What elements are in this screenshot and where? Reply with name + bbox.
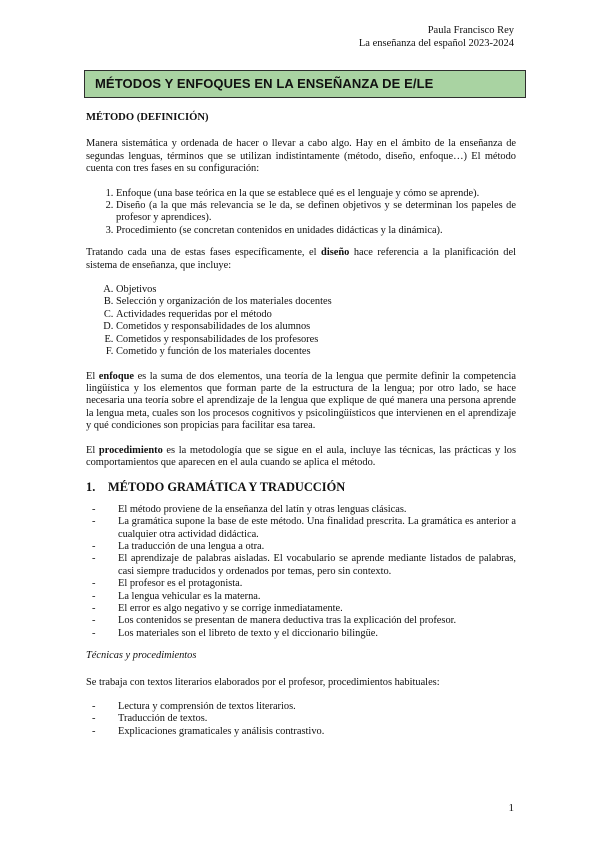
section-bullets (86, 504, 516, 640)
list-item: - Lectura y comprensión de textos literarios. (118, 701, 516, 713)
text-span: El (86, 370, 99, 382)
enfoque-term: enfoque (98, 370, 135, 382)
list-item: E. Cometidos y responsabilidades de los profesores (116, 334, 516, 346)
document-body (86, 112, 516, 748)
text-span: hace referencia a la planificación del sistema de enseñanza, que incluye: (86, 247, 516, 271)
list-item: A. Objetivos (116, 284, 516, 296)
diseno-list (86, 284, 516, 358)
header-course: La enseñanza del español 2023-2024 (358, 38, 514, 49)
list-item: C. Actividades requeridas por el método (116, 309, 516, 321)
section-number: 1. (86, 480, 96, 495)
list-item: - El profesor es el protagonista. (118, 578, 516, 590)
list-item: - La traducción de una lengua a otra. (118, 541, 516, 553)
procedimiento-term: procedimiento (98, 444, 163, 456)
tecnicas-list (86, 701, 516, 738)
text-span: es la suma de dos elementos, una teoría de la lengua que permite definir la competencia lingüística y los elementos que forman parte de la estructura de la lengua; por otro lado, se hace necesaria una teoría sobre el aprendizaje de la lengua que explique de qué manera una persona aprende la lengua meta, cuales son los procesos cognitivos y psicolingüísticos que intervienen en el aprendizaje y qué condiciones son propicias para facilitar esa tarea. (86, 370, 516, 432)
list-item: - El aprendizaje de palabras aisladas. El vocabulario se aprende mediante listados de palabras, casi siempre traducidos y ordenados por temas, pero sin contexto. (118, 553, 516, 578)
tecnicas-heading: Técnicas y procedimientos (86, 650, 197, 662)
banner-title: MÉTODOS Y ENFOQUES EN LA ENSEÑANZA DE E/LE (95, 76, 434, 91)
diseno-paragraph (86, 247, 516, 272)
list-item: 1. Enfoque (una base teórica en la que se establece qué es el lenguaje y cómo se aprende). (116, 188, 516, 200)
list-item: - Los materiales son el libreto de texto y el diccionario bilingüe. (118, 628, 516, 640)
text-span: Tratando cada una de estas fases específicamente, el (86, 247, 322, 259)
procedimiento-paragraph (86, 445, 516, 470)
enfoque-paragraph (86, 371, 516, 433)
tecnicas-intro: Se trabaja con textos literarios elaborados por el profesor, procedimientos habituales: (86, 676, 440, 688)
list-item: F. Cometido y función de los materiales docentes (116, 346, 516, 358)
metodo-intro: Manera sistemática y ordenada de hacer o llevar a cabo algo. Hay en el ámbito de la enseñanza de segundas lenguas, términos que se utilizan indistintamente (método, diseño, enfoque…) El método cuenta con tres fases en su configuración: (86, 138, 516, 175)
page-number: 1 (508, 802, 514, 814)
section-heading (86, 481, 516, 493)
text-span: es la metodología que se sigue en el aula, incluye las técnicas, las prácticas y los comportamientos que aparecen en el aula cuando se aplica el método. (86, 444, 516, 468)
list-item: - La lengua vehicular es la materna. (118, 591, 516, 603)
metodo-heading: MÉTODO (DEFINICIÓN) (86, 112, 209, 123)
list-item: D. Cometidos y responsabilidades de los alumnos (116, 321, 516, 333)
list-item: - La gramática supone la base de este método. Una finalidad prescrita. La gramática es anterior a cualquier otra actividad didáctica. (118, 516, 516, 541)
list-item: - Explicaciones gramaticales y análisis contrastivo. (118, 726, 516, 738)
list-item: - Traducción de textos. (118, 713, 516, 725)
list-item: - Los contenidos se presentan de manera deductiva tras la explicación del profesor. (118, 615, 516, 627)
title-banner (84, 70, 526, 98)
list-item: - El error es algo negativo y se corrige inmediatamente. (118, 603, 516, 615)
diseno-term: diseño (321, 247, 350, 259)
page-header (359, 24, 514, 50)
list-item: B. Selección y organización de los materiales docentes (116, 296, 516, 308)
text-span: El (86, 444, 99, 456)
list-item: - El método proviene de la enseñanza del latín y otras lenguas clásicas. (118, 504, 516, 516)
phases-list (86, 188, 516, 238)
section-title: MÉTODO GRAMÁTICA Y TRADUCCIÓN (108, 480, 346, 495)
header-author: Paula Francisco Rey (427, 25, 514, 36)
list-item: 3. Procedimiento (se concretan contenidos en unidades didácticas y la dinámica). (116, 225, 516, 237)
list-item: 2. Diseño (a la que más relevancia se le da, se definen objetivos y se determinan los papeles de profesor y aprendices). (116, 200, 516, 225)
